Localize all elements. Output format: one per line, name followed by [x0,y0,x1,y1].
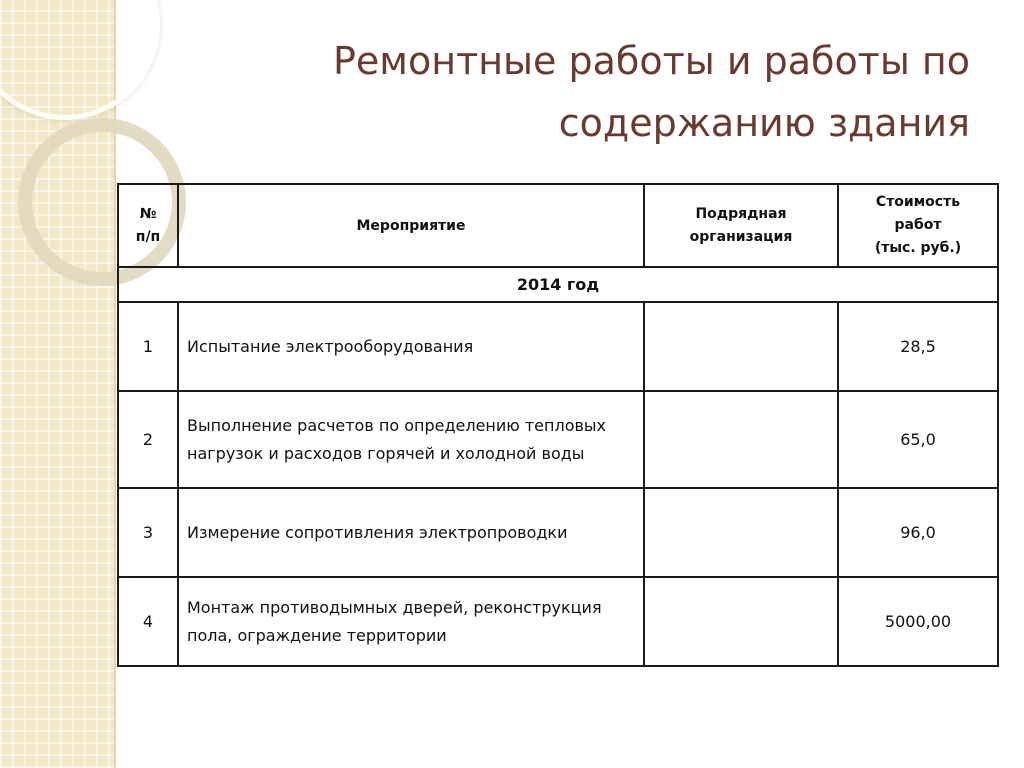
table-row [118,302,998,391]
table-row [118,488,998,577]
row-number: 3 [118,488,178,577]
header-number-line-1: № [139,205,157,222]
row-event: Монтаж противодымных дверей, реконструкция пола, ограждение территории [178,577,644,666]
header-cost-line-2: работ [894,217,942,233]
slide-title [170,30,970,154]
year-label: 2014 год [118,267,998,302]
row-event: Испытание электрооборудования [178,302,644,391]
row-cost: 28,5 [838,302,998,391]
row-cost: 96,0 [838,488,998,577]
row-cost: 65,0 [838,391,998,488]
header-contractor-line-1: Подрядная [695,205,787,222]
table-row [118,391,998,488]
slide-title-line-1: Ремонтные работы и работы по [333,39,970,83]
header-number-line-2: п/п [135,228,161,245]
row-event: Измерение сопротивления электропроводки [178,488,644,577]
row-contractor [644,302,838,391]
table-row [118,577,998,666]
row-contractor [644,488,838,577]
row-contractor [644,391,838,488]
decorative-ring-top [0,0,160,120]
header-cost-line-1: Стоимость [875,194,961,210]
header-contractor-line-2: организация [689,228,793,245]
row-number: 4 [118,577,178,666]
table-header-row [118,184,998,267]
works-table [117,183,999,667]
header-number [118,184,178,267]
row-number: 1 [118,302,178,391]
slide-title-line-2: содержанию здания [558,101,970,145]
header-event: Мероприятие [178,184,644,267]
decorative-strip-edge [114,0,116,768]
header-cost-line-3: (тыс. руб.) [874,240,962,256]
header-contractor [644,184,838,267]
row-number: 2 [118,391,178,488]
row-cost: 5000,00 [838,577,998,666]
row-event: Выполнение расчетов по определению тепловых нагрузок и расходов горячей и холодной воды [178,391,644,488]
header-cost [838,184,998,267]
year-row [118,267,998,302]
row-contractor [644,577,838,666]
